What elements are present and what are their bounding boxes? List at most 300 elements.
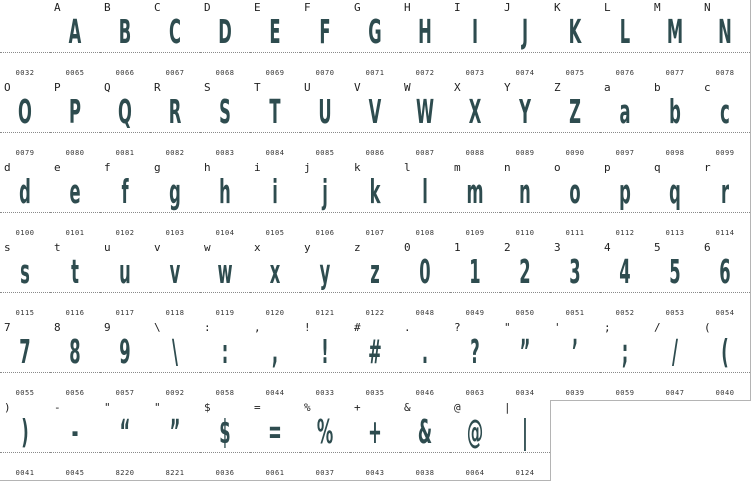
glyph-label: " xyxy=(104,401,111,414)
glyph-cell xyxy=(300,240,351,321)
glyph-sample: o xyxy=(569,172,581,211)
glyph-sample: h xyxy=(219,172,231,211)
baseline-guide xyxy=(100,292,150,293)
glyph-code: 0067 xyxy=(165,69,185,77)
glyph-sample: v xyxy=(169,252,181,291)
glyph-code: 8221 xyxy=(165,469,185,477)
glyph-sample: b xyxy=(669,92,681,131)
glyph-sample: r xyxy=(720,172,730,211)
glyph-label: ; xyxy=(604,321,611,334)
glyph-code: 0051 xyxy=(565,309,585,317)
glyph-code: 0041 xyxy=(15,469,35,477)
glyph-code: 0110 xyxy=(515,229,535,237)
baseline-guide xyxy=(250,452,300,453)
glyph-code: 0108 xyxy=(415,229,435,237)
glyph-label: : xyxy=(204,321,211,334)
glyph-code: 0035 xyxy=(365,389,385,397)
glyph-label: w xyxy=(204,241,211,254)
baseline-guide xyxy=(650,372,700,373)
glyph-code: 0058 xyxy=(215,389,235,397)
baseline-guide xyxy=(300,292,350,293)
baseline-guide xyxy=(500,292,550,293)
glyph-label: J xyxy=(504,1,511,14)
glyph-label: R xyxy=(154,81,161,94)
glyph-sample: 1 xyxy=(469,252,481,291)
glyph-label: T xyxy=(254,81,261,94)
glyph-code: 0098 xyxy=(665,149,685,157)
glyph-sample: y xyxy=(319,252,331,291)
baseline-guide xyxy=(550,132,600,133)
glyph-label: ) xyxy=(4,401,11,414)
glyph-cell xyxy=(500,320,551,401)
glyph-cell xyxy=(100,240,151,321)
baseline-guide xyxy=(150,52,200,53)
glyph-code: 0066 xyxy=(115,69,135,77)
baseline-guide xyxy=(300,452,350,453)
glyph-label: + xyxy=(354,401,361,414)
glyph-label: E xyxy=(254,1,261,14)
glyph-label: \ xyxy=(154,321,161,334)
glyph-code: 0118 xyxy=(165,309,185,317)
glyph-code: 0046 xyxy=(415,389,435,397)
glyph-sample: u xyxy=(119,252,131,291)
glyph-cell xyxy=(550,0,601,81)
glyph-label: 7 xyxy=(4,321,11,334)
glyph-sample: m xyxy=(466,172,484,211)
glyph-cell xyxy=(700,0,751,81)
glyph-cell xyxy=(350,0,401,81)
glyph-code: 0071 xyxy=(365,69,385,77)
glyph-code: 0044 xyxy=(265,389,285,397)
glyph-code: 0048 xyxy=(415,309,435,317)
glyph-sample: l xyxy=(422,172,428,211)
glyph-sample: z xyxy=(370,252,380,291)
glyph-sample: V xyxy=(368,92,382,131)
glyph-label: j xyxy=(304,161,311,174)
glyph-code: 0037 xyxy=(315,469,335,477)
baseline-guide xyxy=(250,52,300,53)
glyph-label: g xyxy=(154,161,161,174)
glyph-cell xyxy=(0,0,51,81)
glyph-sample: E xyxy=(269,12,281,51)
glyph-cell xyxy=(0,400,51,481)
baseline-guide xyxy=(400,452,450,453)
glyph-code: 0076 xyxy=(615,69,635,77)
baseline-guide xyxy=(150,452,200,453)
baseline-guide xyxy=(350,452,400,453)
glyph-label: , xyxy=(254,321,261,334)
baseline-guide xyxy=(300,372,350,373)
glyph-cell xyxy=(250,160,301,241)
glyph-sample: Z xyxy=(569,92,581,131)
glyph-cell xyxy=(300,320,351,401)
glyph-code: 0055 xyxy=(15,389,35,397)
glyph-label: " xyxy=(154,401,161,414)
glyph-cell xyxy=(350,160,401,241)
glyph-label: c xyxy=(704,81,711,94)
glyph-cell xyxy=(150,400,201,481)
glyph-cell xyxy=(450,240,501,321)
baseline-guide xyxy=(700,212,750,213)
glyph-sample: S xyxy=(219,92,231,131)
glyph-label: a xyxy=(604,81,611,94)
glyph-cell xyxy=(550,320,601,401)
glyph-cell xyxy=(700,240,751,321)
glyph-sample: A xyxy=(68,12,82,51)
glyph-sample: i xyxy=(272,172,278,211)
baseline-guide xyxy=(50,372,100,373)
glyph-code: 0040 xyxy=(715,389,735,397)
glyph-cell xyxy=(500,80,551,161)
glyph-sample: ; xyxy=(621,332,629,371)
glyph-cell xyxy=(500,240,551,321)
glyph-sample: N xyxy=(718,12,732,51)
glyph-code: 0032 xyxy=(15,69,35,77)
glyph-sample: p xyxy=(619,172,631,211)
baseline-guide xyxy=(600,212,650,213)
baseline-guide xyxy=(500,212,550,213)
glyph-sample: Y xyxy=(519,92,531,131)
glyph-cell xyxy=(50,160,101,241)
glyph-label: t xyxy=(54,241,61,254)
glyph-sample: ” xyxy=(169,412,181,451)
glyph-code: 0070 xyxy=(315,69,335,77)
glyph-cell xyxy=(250,80,301,161)
glyph-code: 0090 xyxy=(565,149,585,157)
glyph-code: 0114 xyxy=(715,229,735,237)
glyph-sample: n xyxy=(519,172,531,211)
glyph-code: 0106 xyxy=(315,229,335,237)
glyph-code: 0105 xyxy=(265,229,285,237)
glyph-code: 0103 xyxy=(165,229,185,237)
glyph-label: C xyxy=(154,1,161,14)
glyph-cell xyxy=(450,160,501,241)
baseline-guide xyxy=(250,212,300,213)
glyph-sample: 0 xyxy=(419,252,431,291)
glyph-label: & xyxy=(404,401,411,414)
glyph-cell xyxy=(450,0,501,81)
glyph-label: z xyxy=(354,241,361,254)
baseline-guide xyxy=(600,372,650,373)
glyph-code: 0036 xyxy=(215,469,235,477)
glyph-sample: + xyxy=(368,412,382,451)
glyph-cell xyxy=(150,320,201,401)
baseline-guide xyxy=(0,372,50,373)
glyph-code: 0072 xyxy=(415,69,435,77)
glyph-code: 0109 xyxy=(465,229,485,237)
glyph-code: 0089 xyxy=(515,149,535,157)
glyph-cell xyxy=(250,320,301,401)
glyph-sample: e xyxy=(69,172,81,211)
glyph-sample: \ xyxy=(172,332,178,371)
glyph-code: 0039 xyxy=(565,389,585,397)
glyph-label: Q xyxy=(104,81,111,94)
glyph-code: 0050 xyxy=(515,309,535,317)
glyph-cell xyxy=(450,80,501,161)
glyph-label: # xyxy=(354,321,361,334)
baseline-guide xyxy=(200,292,250,293)
baseline-guide xyxy=(500,452,550,453)
baseline-guide xyxy=(0,452,50,453)
glyph-label: U xyxy=(304,81,311,94)
glyph-label: " xyxy=(504,321,511,334)
glyph-code: 0045 xyxy=(65,469,85,477)
glyph-cell xyxy=(650,80,701,161)
glyph-sample: j xyxy=(322,172,328,211)
glyph-cell xyxy=(400,320,451,401)
baseline-guide xyxy=(700,372,750,373)
glyph-sample: 8 xyxy=(69,332,81,371)
glyph-code: 0083 xyxy=(215,149,235,157)
glyph-cell xyxy=(100,0,151,81)
glyph-cell xyxy=(50,240,101,321)
baseline-guide xyxy=(350,132,400,133)
glyph-label: | xyxy=(504,401,511,414)
glyph-sample: Q xyxy=(118,92,132,131)
glyph-cell xyxy=(350,400,401,481)
baseline-guide xyxy=(150,212,200,213)
baseline-guide xyxy=(0,52,50,53)
baseline-guide xyxy=(600,132,650,133)
glyph-cell xyxy=(400,160,451,241)
baseline-guide xyxy=(200,132,250,133)
glyph-cell xyxy=(200,400,251,481)
glyph-sample: , xyxy=(271,332,279,371)
glyph-label: 5 xyxy=(654,241,661,254)
glyph-sample: w xyxy=(217,252,233,291)
glyph-label: X xyxy=(454,81,461,94)
baseline-guide xyxy=(650,292,700,293)
glyph-cell xyxy=(0,240,51,321)
glyph-cell xyxy=(150,240,201,321)
glyph-cell xyxy=(650,320,701,401)
glyph-code: 0119 xyxy=(215,309,235,317)
glyph-cell xyxy=(350,320,401,401)
glyph-sample: = xyxy=(268,412,282,451)
glyph-code: 0063 xyxy=(465,389,485,397)
glyph-sample: | xyxy=(522,412,528,451)
glyph-cell xyxy=(600,80,651,161)
glyph-label: x xyxy=(254,241,261,254)
glyph-cell xyxy=(600,160,651,241)
baseline-guide xyxy=(0,292,50,293)
baseline-guide xyxy=(50,292,100,293)
glyph-label: e xyxy=(54,161,61,174)
glyph-label: 4 xyxy=(604,241,611,254)
glyph-code: 0053 xyxy=(665,309,685,317)
baseline-guide xyxy=(700,52,750,53)
glyph-sample: - xyxy=(71,412,79,451)
baseline-guide xyxy=(650,132,700,133)
glyph-sample: g xyxy=(169,172,181,211)
glyph-code: 0052 xyxy=(615,309,635,317)
glyph-label: 6 xyxy=(704,241,711,254)
glyph-cell xyxy=(400,400,451,481)
glyph-code: 0065 xyxy=(65,69,85,77)
baseline-guide xyxy=(250,292,300,293)
glyph-label: ( xyxy=(704,321,711,334)
glyph-sample: ( xyxy=(721,332,729,371)
glyph-sample: ’ xyxy=(571,332,579,371)
glyph-label: D xyxy=(204,1,211,14)
glyph-label: p xyxy=(604,161,611,174)
glyph-sample: q xyxy=(669,172,681,211)
glyph-label: r xyxy=(704,161,711,174)
glyph-label: q xyxy=(654,161,661,174)
glyph-cell xyxy=(100,80,151,161)
baseline-guide xyxy=(400,132,450,133)
glyph-code: 8220 xyxy=(115,469,135,477)
glyph-label: 9 xyxy=(104,321,111,334)
baseline-guide xyxy=(550,292,600,293)
glyph-label: P xyxy=(54,81,61,94)
glyph-code: 0077 xyxy=(665,69,685,77)
glyph-label: v xyxy=(154,241,161,254)
baseline-guide xyxy=(300,132,350,133)
baseline-guide xyxy=(700,292,750,293)
baseline-guide xyxy=(550,52,600,53)
glyph-cell xyxy=(200,80,251,161)
glyph-label: 3 xyxy=(554,241,561,254)
baseline-guide xyxy=(500,132,550,133)
glyph-code: 0061 xyxy=(265,469,285,477)
baseline-guide xyxy=(250,132,300,133)
glyph-label: u xyxy=(104,241,111,254)
baseline-guide xyxy=(200,372,250,373)
glyph-code: 0081 xyxy=(115,149,135,157)
glyph-label: = xyxy=(254,401,261,414)
glyph-cell xyxy=(100,320,151,401)
glyph-label: S xyxy=(204,81,211,94)
baseline-guide xyxy=(150,372,200,373)
glyph-label: ! xyxy=(304,321,311,334)
glyph-cell xyxy=(250,400,301,481)
glyph-code: 0069 xyxy=(265,69,285,77)
baseline-guide xyxy=(400,212,450,213)
glyph-cell xyxy=(50,400,101,481)
glyph-sample: s xyxy=(20,252,30,291)
baseline-guide xyxy=(400,52,450,53)
glyph-code: 0088 xyxy=(465,149,485,157)
glyph-label: $ xyxy=(204,401,211,414)
glyph-cell xyxy=(50,80,101,161)
glyph-sample: O xyxy=(18,92,32,131)
glyph-sample: % xyxy=(316,412,334,451)
glyph-label xyxy=(4,1,11,14)
baseline-guide xyxy=(400,372,450,373)
glyph-cell xyxy=(650,240,701,321)
glyph-cell xyxy=(500,400,551,481)
baseline-guide xyxy=(650,212,700,213)
glyph-label: Y xyxy=(504,81,511,94)
glyph-sample: # xyxy=(368,332,382,371)
glyph-sample: k xyxy=(369,172,381,211)
glyph-label: d xyxy=(4,161,11,174)
glyph-cell xyxy=(600,240,651,321)
glyph-label: W xyxy=(404,81,411,94)
baseline-guide xyxy=(50,452,100,453)
glyph-cell xyxy=(500,0,551,81)
baseline-guide xyxy=(300,212,350,213)
glyph-label: M xyxy=(654,1,661,14)
glyph-cell xyxy=(150,0,201,81)
glyph-sample xyxy=(11,10,39,54)
glyph-sample: C xyxy=(169,12,181,51)
glyph-code: 0099 xyxy=(715,149,735,157)
baseline-guide xyxy=(200,212,250,213)
glyph-label: G xyxy=(354,1,361,14)
glyph-sample: R xyxy=(168,92,182,131)
glyph-code: 0121 xyxy=(315,309,335,317)
baseline-guide xyxy=(350,52,400,53)
glyph-cell xyxy=(550,80,601,161)
glyph-sample: 4 xyxy=(619,252,631,291)
glyph-cell xyxy=(150,160,201,241)
glyph-sample: t xyxy=(71,252,79,291)
glyph-cell xyxy=(100,400,151,481)
glyph-code: 0064 xyxy=(465,469,485,477)
glyph-cell xyxy=(200,0,251,81)
baseline-guide xyxy=(100,372,150,373)
glyph-code: 0056 xyxy=(65,389,85,397)
glyph-label: 1 xyxy=(454,241,461,254)
glyph-cell xyxy=(50,320,101,401)
glyph-sample: K xyxy=(568,12,582,51)
baseline-guide xyxy=(350,372,400,373)
glyph-sample: F xyxy=(319,12,331,51)
baseline-guide xyxy=(500,52,550,53)
glyph-sample: ” xyxy=(519,332,531,371)
baseline-guide xyxy=(100,132,150,133)
glyph-sample: 2 xyxy=(519,252,531,291)
glyph-sample: D xyxy=(218,12,232,51)
glyph-code: 0100 xyxy=(15,229,35,237)
baseline-guide xyxy=(450,372,500,373)
glyph-label: A xyxy=(54,1,61,14)
glyph-label: V xyxy=(354,81,361,94)
baseline-guide xyxy=(0,132,50,133)
glyph-cell xyxy=(400,0,451,81)
baseline-guide xyxy=(200,52,250,53)
glyph-sample: 3 xyxy=(569,252,581,291)
glyph-code: 0092 xyxy=(165,389,185,397)
glyph-code: 0107 xyxy=(365,229,385,237)
glyph-label: H xyxy=(404,1,411,14)
glyph-cell xyxy=(700,80,751,161)
glyph-sample: c xyxy=(720,92,730,131)
glyph-sample: f xyxy=(121,172,129,211)
glyph-code: 0078 xyxy=(715,69,735,77)
glyph-sample: M xyxy=(666,12,684,51)
glyph-sample: 7 xyxy=(19,332,31,371)
baseline-guide xyxy=(100,212,150,213)
glyph-label: l xyxy=(404,161,411,174)
glyph-code: 0080 xyxy=(65,149,85,157)
glyph-sample: J xyxy=(521,12,529,51)
glyph-code: 0079 xyxy=(15,149,35,157)
glyph-sample: ? xyxy=(470,332,480,371)
glyph-cell xyxy=(500,160,551,241)
baseline-guide xyxy=(100,452,150,453)
glyph-sample: G xyxy=(368,12,382,51)
baseline-guide xyxy=(600,52,650,53)
glyph-sample: L xyxy=(619,12,631,51)
glyph-cell xyxy=(100,160,151,241)
glyph-sample: U xyxy=(318,92,332,131)
glyph-cell xyxy=(400,80,451,161)
glyph-label: b xyxy=(654,81,661,94)
glyph-cell xyxy=(550,240,601,321)
